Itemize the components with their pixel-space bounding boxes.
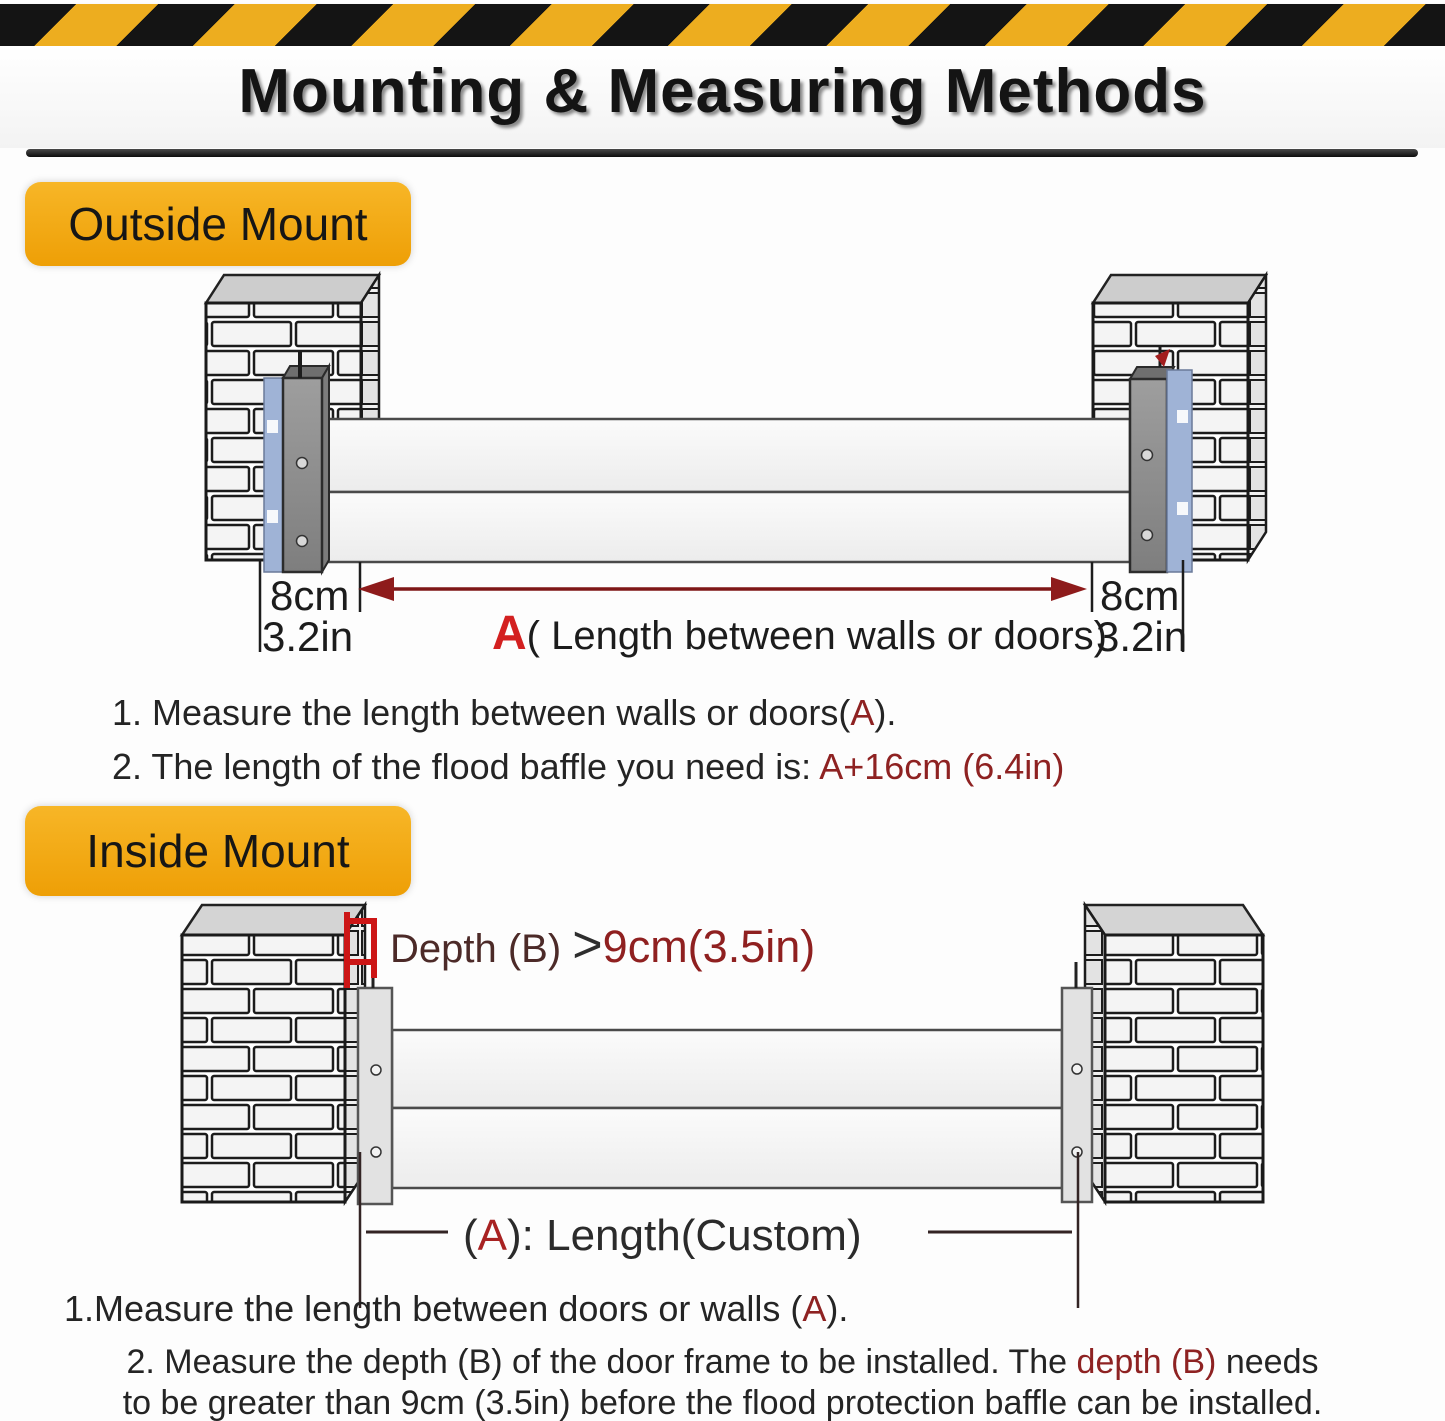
hazard-stripe-banner [0, 4, 1445, 46]
screw-hole [1072, 1064, 1082, 1074]
mounting-bracket-left [264, 352, 329, 572]
arrow-label-rest: ( Length between walls or doors) [526, 614, 1107, 658]
section-badge-inside-mount [25, 806, 411, 896]
screw-hole [371, 1065, 381, 1075]
flood-barrier-panels [322, 419, 1130, 562]
mounting-bracket-right [1130, 345, 1192, 572]
length-label-A: A [477, 1211, 508, 1260]
dim-left-cm: 8cm [270, 572, 350, 619]
outside-instruction-2: 2. The length of the flood baffle you need is: A+16cm (6.4in) [112, 746, 1065, 787]
inside-mount-badge-label: Inside Mount [86, 825, 350, 877]
dim-right-in: 3.2in [1096, 613, 1188, 660]
page-title: Mounting & Measuring Methods [238, 57, 1207, 126]
mounting-bracket-left [358, 968, 392, 1204]
diagram-inside-mount [0, 900, 1445, 1321]
dim-right-cm: 8cm [1100, 572, 1180, 619]
inside-instruction-1: 1.Measure the length between doors or walls (A). [64, 1288, 849, 1329]
depth-label-value: 9cm(3.5in) [602, 921, 816, 972]
outside-instruction-1: 1. Measure the length between walls or doors(A). [112, 692, 897, 733]
brick-pillar-right [1085, 905, 1263, 1202]
dim-left-in: 3.2in [262, 613, 354, 660]
screw-hole [297, 458, 308, 469]
seal-strip-blue-left [264, 378, 283, 572]
depth-label [390, 916, 815, 974]
arrow-label-A: A [492, 607, 527, 660]
length-label: (A): Length(Custom) [463, 1211, 862, 1260]
inside-instruction-2-line1: 2. Measure the depth (B) of the door frame to be installed. The depth (B) needs [126, 1343, 1319, 1381]
dimension-arrow-A [358, 577, 1087, 601]
brick-pillar-left [182, 905, 365, 1202]
screw-hole [371, 1147, 381, 1157]
inside-instruction-2-line2: to be greater than 9cm (3.5in) before the flood protection baffle can be installed. [122, 1384, 1323, 1421]
seal-strip-blue-right [1167, 370, 1192, 572]
depth-label-pre: Depth (B) [390, 927, 573, 971]
flood-barrier-panels [392, 1030, 1062, 1188]
header-divider [26, 149, 1418, 157]
outside-mount-badge-label: Outside Mount [68, 198, 368, 250]
screw-hole [1142, 450, 1153, 461]
section-badge-outside-mount [25, 182, 411, 266]
screw-hole [1142, 530, 1153, 541]
diagram-outside-mount [0, 270, 1445, 660]
greater-than-sign: > [572, 916, 603, 974]
arrow-label [492, 607, 1107, 660]
screw-hole [297, 536, 308, 547]
